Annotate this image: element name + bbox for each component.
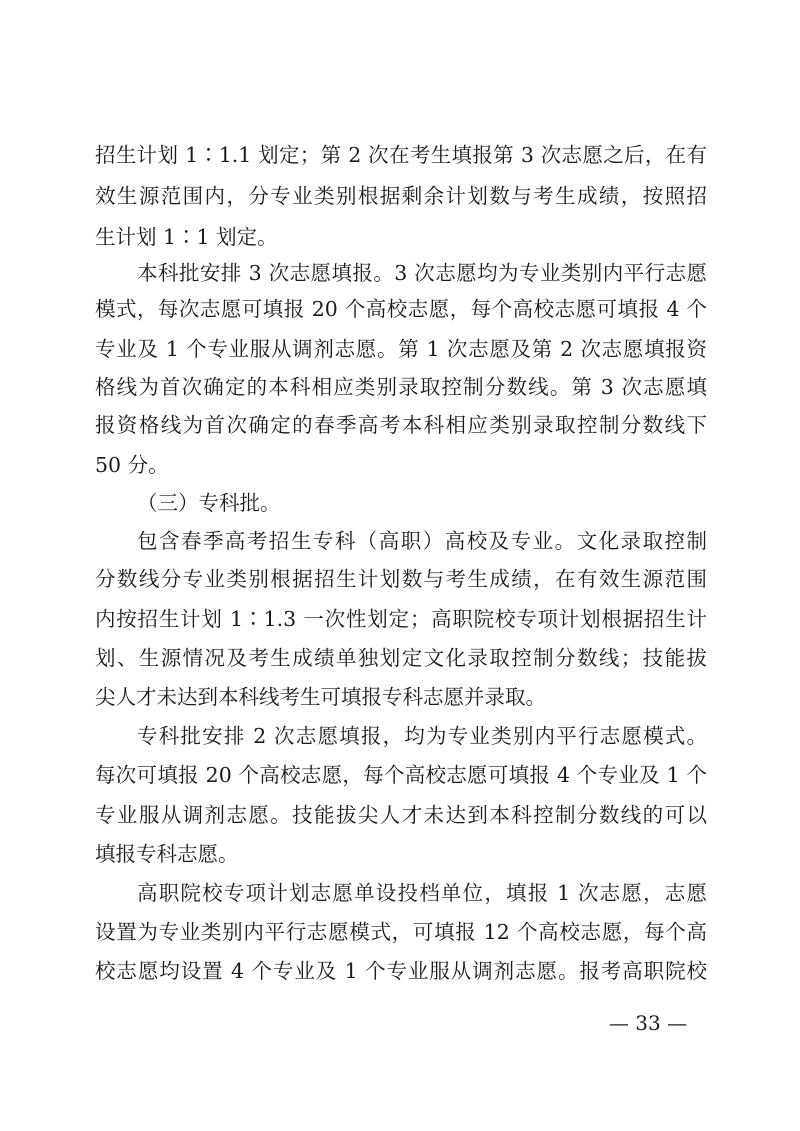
- paragraph-line: 效生源范围内，分专业类别根据剩余计划数与考生成绩，按照招: [95, 184, 707, 208]
- paragraph-line: 内按招生计划 1∶1.3 一次性划定；高职院校专项计划根据招生计: [95, 607, 707, 631]
- paragraph-line: 专业服从调剂志愿。技能拔尖人才未达到本科控制分数线的可以: [95, 803, 707, 827]
- paragraph-line: 划、生源情况及考生成绩单独划定文化录取控制分数线；技能拔: [95, 646, 707, 670]
- paragraph-line: 格线为首次确定的本科相应类别录取控制分数线。第 3 次志愿填: [95, 375, 707, 399]
- paragraph-line: 填报专科志愿。: [95, 842, 239, 866]
- paragraph-line: 本科批安排 3 次志愿填报。3 次志愿均为专业类别内平行志愿: [137, 261, 707, 285]
- paragraph-line: 报资格线为首次确定的春季高考本科相应类别录取控制分数线下: [95, 413, 707, 437]
- paragraph-line: 招生计划 1∶1.1 划定；第 2 次在考生填报第 3 次志愿之后，在有: [95, 143, 707, 167]
- paragraph-line: 生计划 1∶1 划定。: [95, 225, 278, 249]
- paragraph-line: 专科批安排 2 次志愿填报，均为专业类别内平行志愿模式。: [137, 724, 707, 748]
- section-heading: （三）专科批。: [137, 491, 281, 515]
- paragraph-line: 设置为专业类别内平行志愿模式，可填报 12 个高校志愿，每个高: [95, 920, 707, 944]
- paragraph-line: 分数线分专业类别根据招生计划数与考生成绩，在有效生源范围: [95, 567, 707, 591]
- paragraph-line: 每次可填报 20 个高校志愿，每个高校志愿可填报 4 个专业及 1 个: [95, 763, 707, 787]
- paragraph-line: 高职院校专项计划志愿单设投档单位，填报 1 次志愿，志愿: [137, 881, 707, 905]
- paragraph-line: 包含春季高考招生专科（高职）高校及专业。文化录取控制: [137, 529, 707, 553]
- page-number: — 33 —: [608, 1011, 688, 1035]
- paragraph-line: 校志愿均设置 4 个专业及 1 个专业服从调剂志愿。报考高职院校: [95, 959, 707, 983]
- paragraph-line: 专业及 1 个专业服从调剂志愿。第 1 次志愿及第 2 次志愿填报资: [95, 337, 707, 361]
- paragraph-line: 模式，每次志愿可填报 20 个高校志愿，每个高校志愿可填报 4 个: [95, 297, 707, 321]
- paragraph-line: 尖人才未达到本科线考生可填报专科志愿并录取。: [95, 685, 546, 709]
- paragraph-line: 50 分。: [95, 453, 169, 477]
